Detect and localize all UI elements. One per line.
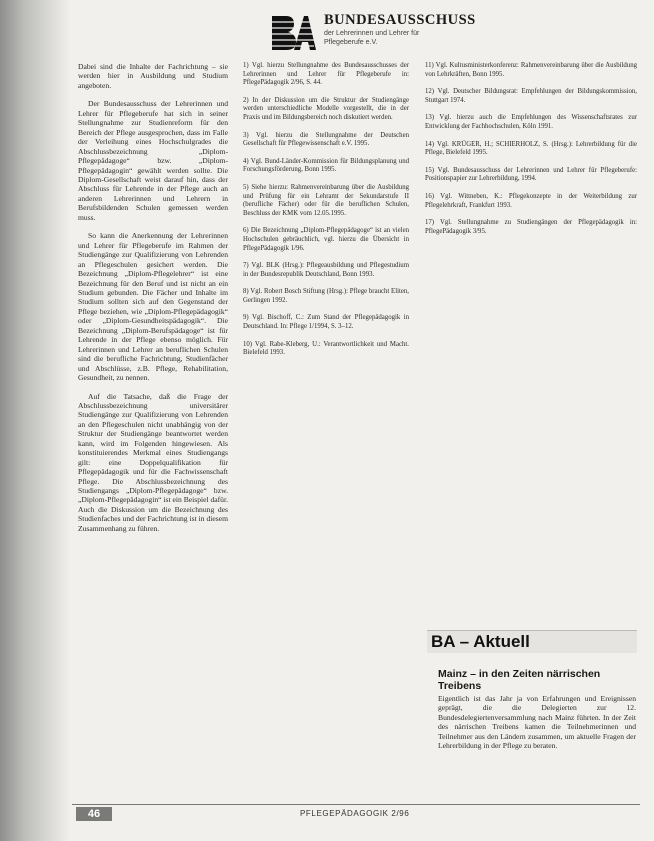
- footnote: 17) Vgl. Stellungnahme zu Studiengängen der Pflegepädagogik in: PflegePädagogik 3/95.: [425, 219, 637, 235]
- paragraph: Auf die Tatsache, daß die Frage der Abschlussbezeichnung universitärer Studiengänge zur Qualifizierung von Lehrenden an den Pflegeschulen nicht unabhängig von der Struktur der Studiengänge beantwortet werden kann, wird im Folgenden hingewiesen. Als konstituierendes Merkmal eines Studiengangs gilt: eine Doppelqualifikation für Pflegepädagogik und für die Fachwissenschaft Pflege. Die Abschlussbezeichnung des Studiengangs „Diplom-Pflegepädagoge“ bzw. „Diplom-Pflegepädagogin“ ist ein Beispiel dafür. Auch die Diskussion um die Bezeichnung des Studienfaches und der Fachrichtung ist in diesem Zusammenhang zu führen.: [78, 391, 228, 533]
- footnote: 3) Vgl. hierzu die Stellungnahme der Deutschen Gesellschaft für Pflegewissenschaft e.V. 1995.: [243, 131, 409, 148]
- section-heading: BA – Aktuell: [431, 632, 530, 651]
- footnote: 14) Vgl. KRÜGER, H.; SCHIERHOLZ, S. (Hrsg.): Lehrerbildung für die Pflege, Bielefeld 1995.: [425, 140, 637, 157]
- footnote: 16) Vgl. Wittneben, K.: Pflegekonzepte in der Weiterbildung zur Pflegelehrkraft, Frankfurt 1993.: [425, 192, 637, 209]
- footnote: 6) Die Bezeichnung „Diplom-Pflegepädagoge“ ist an vielen Hochschulen gebräuchlich, vgl. hierzu die Übersicht in PflegePädagogik 1/96.: [243, 227, 409, 252]
- footnotes-column-3: [425, 62, 637, 245]
- article-column-1: [78, 62, 228, 542]
- paragraph: Der Bundesausschuss der Lehrerinnen und Lehrer für Pflegeberufe hat sich in seiner Stellungnahme zur Studienreform für den Bereich der Pflege ausgesprochen, dass im Falle der Verleihung eines Hochschulgrades die Abschlussbezeichnung „Diplom-Pflegepädagoge“ bzw. „Diplom-Pflegepädagogin“ gewählt werden sollte. Die Diplom-Gesellschaft weist darauf hin, dass der Abschluss für Lehrende in der Pflege auch an anderen Lehrerinnen und Lehrern in Berufsbildenden Schulen gemessen werden muss.: [78, 99, 228, 222]
- footer-rule: [72, 804, 640, 805]
- brand-line-2: Pflegeberufe e.V.: [324, 39, 378, 46]
- footnote: 2) In der Diskussion um die Struktur der Studiengänge werden unterschiedliche Modelle vorgestellt, die in der Praxis und im Bildungsbereich noch diskutiert werden.: [243, 96, 409, 121]
- footnote: 9) Vgl. Bischoff, C.: Zum Stand der Pflegepädagogik in Deutschland. In: Pflege 1/1994, S. 3–12.: [243, 314, 409, 331]
- article-subheading: Mainz – in den Zeiten närrischen Treibens: [438, 668, 601, 692]
- footnote: 11) Vgl. Kultusministerkonferenz: Rahmenvereinbarung über die Ausbildung von Lehrkräften, Bonn 1995.: [425, 62, 637, 78]
- footnote: 7) Vgl. BLK (Hrsg.): Pflegeausbildung und Pflegestudium in der Bundesrepublik Deutschland, Bonn 1993.: [243, 262, 409, 278]
- footnote: 1) Vgl. hierzu Stellungnahme des Bundesausschusses der Lehrerinnen und Lehrer für Pflegeberufe in: PflegePädagogik 2/96, S. 44.: [243, 62, 409, 87]
- footnote: 13) Vgl. hierzu auch die Empfehlungen des Wissenschaftsrates zur Entwicklung der Fachhochschulen, Köln 1991.: [425, 114, 637, 130]
- ba-logo-icon: [268, 14, 316, 52]
- footnote: 12) Vgl. Deutscher Bildungsrat: Empfehlungen der Bildungskommission, Stuttgart 1974.: [425, 88, 637, 104]
- brand-name: BUNDESAUSSCHUSS: [324, 12, 476, 28]
- footnote: 5) Siehe hierzu: Rahmenvereinbarung über die Ausbildung und Prüfung für ein Lehramt der Sekundarstufe II (berufliche Fächer) oder für die beruflichen Schulen, Beschluss der KMK vom 12.05.1995.: [243, 183, 409, 217]
- paragraph: So kann die Anerkennung der Lehrerinnen und Lehrer für Pflegeberufe im Rahmen der Studiengänge zur Qualifizierung von Lehrenden an Pflegeschulen gesichert werden. Die Bezeichnung „Diplom-Pflegelehrer“ ist eine Bezeichnung für den Beruf und ist nicht an ein Studium gebunden. Die Fächer und Inhalte im Studium sollten sich auf den Gegenstand der Pflege beziehen, wie „Diplom-Pflegepädagogik“ oder „Diplom-Gesundheitspädagogik“. Die Bezeichnung „Diplom-Berufspädagoge“ ist für Lehrende in der Pflege ebenso möglich. Für Lehrerinnen und Lehrer an beruflichen Schulen sind die berufliche Fachrichtung, Studienfächer und Abschlüsse, z.B. Pflege, Rehabilitation, Gesundheit, zu nennen.: [78, 231, 228, 383]
- brand-line-1: der Lehrerinnen und Lehrer für: [324, 30, 420, 37]
- footnotes-column-2: [243, 62, 409, 367]
- page-number: 46: [76, 807, 112, 821]
- aktuell-body-text: Eigentlich ist das Jahr ja von Erfahrungen und Ereignissen geprägt, die die Delegierten zur 12. Bundesdelegiertenversammlung nach Mainz führten. In der Zeit des närrischen Treibens kamen die Teilnehmerinnen und Teilnehmer aus den Ländern zusammen, um aktuelle Fragen der Lehrerbildung in der Pflege zu beraten.: [438, 694, 636, 751]
- book-gutter-shadow: [0, 0, 70, 841]
- footnote: 8) Vgl. Robert Bosch Stiftung (Hrsg.): Pflege braucht Eliten, Gerlingen 1992.: [243, 288, 409, 304]
- footnote: 10) Vgl. Rabe-Kleberg, U.: Verantwortlichkeit und Macht. Bielefeld 1993.: [243, 340, 409, 357]
- journal-footer: PFLEGEPÄDAGOGIK 2/96: [300, 809, 410, 818]
- masthead: [268, 12, 648, 60]
- footnote: 15) Vgl. Bundesausschuss der Lehrerinnen und Lehrer für Pflegeberufe: Positionspapier zur Lehrerbildung, 1994.: [425, 166, 637, 183]
- paragraph: Dabei sind die Inhalte der Fachrichtung – sie werden hier in Ausbildung und Studium angeboten.: [78, 62, 228, 90]
- footnote: 4) Vgl. Bund-Länder-Kommission für Bildungsplanung und Forschungsförderung, Bonn 1995.: [243, 157, 409, 174]
